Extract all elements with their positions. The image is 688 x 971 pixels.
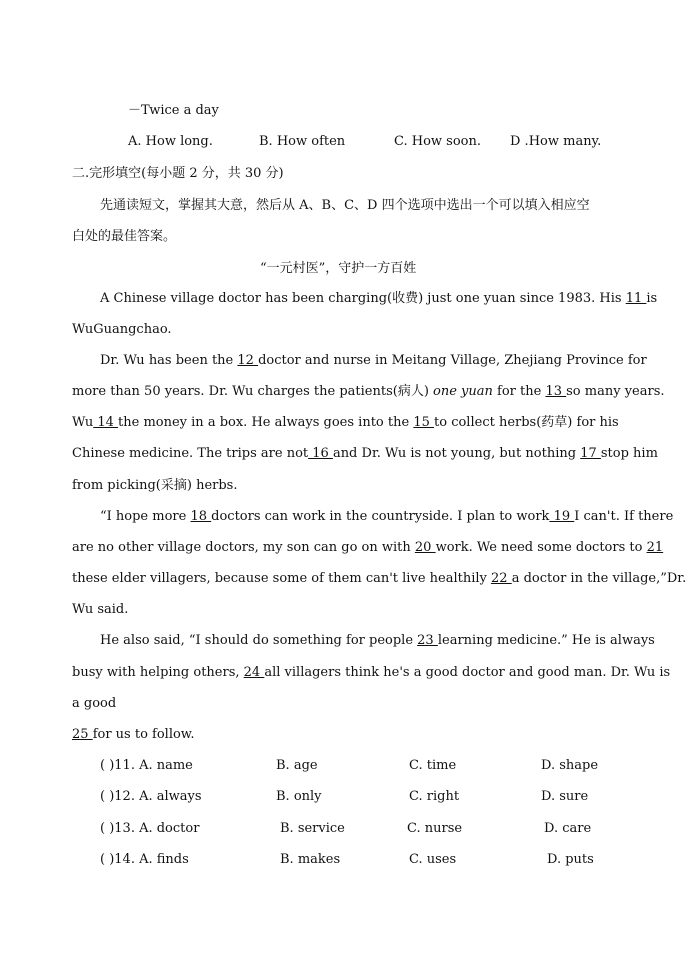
- passage-text: to collect herbs(药草) for his: [434, 415, 619, 430]
- passage-text: He also said, “I should do something for people: [100, 633, 418, 648]
- passage-line-1: [100, 290, 657, 308]
- passage-text: Wu: [72, 415, 94, 430]
- passage-title: “一元村医”，守护一方百姓: [260, 261, 417, 276]
- blank-21: 21: [646, 540, 664, 555]
- option-c: C. How soon.: [394, 134, 482, 149]
- passage-line-6: [72, 445, 658, 463]
- passage-text: learning medicine.” He is always: [437, 633, 655, 648]
- blank-14: 14: [93, 415, 119, 430]
- passage-text: work. We need some doctors to: [435, 540, 647, 555]
- blank-11: 11: [625, 291, 647, 306]
- question-13-option-d: D. care: [544, 821, 592, 836]
- passage-text: so many years.: [566, 384, 665, 399]
- passage-line-4: [72, 383, 665, 401]
- blank-16: 16: [308, 446, 333, 461]
- passage-text: I can't. If there: [574, 509, 674, 524]
- blank-12: 12: [237, 353, 259, 368]
- answer-line: －Twice a day: [128, 103, 219, 118]
- passage-text: are no other village doctors, my son can go on with: [72, 540, 415, 555]
- option-d: D .How many.: [510, 134, 602, 149]
- passage-text: these elder villagers, because some of them can't live healthily: [72, 571, 492, 586]
- question-12-stem: ( )12. A. always: [100, 789, 202, 804]
- passage-text: Chinese medicine. The trips are not: [72, 446, 309, 461]
- passage-text: and Dr. Wu is not young, but nothing: [332, 446, 581, 461]
- passage-text: doctor and nurse in Meitang Village, Zhejiang Province for: [258, 353, 647, 368]
- passage-text: busy with helping others,: [72, 665, 244, 680]
- blank-17: 17: [580, 446, 601, 461]
- blank-13: 13: [545, 384, 567, 399]
- passage-line-9: [72, 539, 663, 557]
- passage-italic: one yuan: [433, 384, 493, 399]
- passage-line-11: Wu said.: [72, 602, 129, 617]
- question-14-stem: ( )14. A. finds: [100, 852, 189, 867]
- passage-text: a doctor in the village,”Dr.: [511, 571, 687, 586]
- blank-22: 22: [491, 571, 512, 586]
- passage-line-12: [100, 632, 655, 650]
- question-13-stem: ( )13. A. doctor: [100, 821, 200, 836]
- passage-text: stop him: [600, 446, 658, 461]
- passage-line-5: [72, 414, 619, 432]
- passage-line-15: [72, 726, 195, 744]
- option-a: A. How long.: [128, 134, 213, 149]
- passage-line-3: [100, 352, 647, 370]
- question-14-option-b: B. makes: [280, 852, 341, 867]
- question-11-option-c: C. time: [409, 758, 457, 773]
- question-11-option-d: D. shape: [541, 758, 599, 773]
- passage-line-2: WuGuangchao.: [72, 322, 172, 337]
- passage-line-14: a good: [72, 696, 117, 711]
- passage-text: for us to follow.: [92, 727, 195, 742]
- passage-text: doctors can work in the countryside. I plan to work: [211, 509, 550, 524]
- blank-18: 18: [190, 509, 212, 524]
- passage-text: “I hope more: [100, 509, 191, 524]
- passage-line-8: [100, 508, 673, 526]
- passage-text: all villagers think he's a good doctor and good man. Dr. Wu is: [264, 665, 671, 680]
- question-13-option-b: B. service: [280, 821, 345, 836]
- question-12-option-b: B. only: [276, 789, 322, 804]
- blank-24: 24: [243, 665, 265, 680]
- passage-text: more than 50 years. Dr. Wu charges the patients(病人): [72, 384, 434, 399]
- blank-23: 23: [417, 633, 438, 648]
- passage-text: the money in a box. He always goes into the: [118, 415, 414, 430]
- question-14-option-c: C. uses: [409, 852, 457, 867]
- passage-text: for the: [492, 384, 546, 399]
- blank-15: 15: [413, 415, 435, 430]
- passage-line-13: [72, 664, 670, 682]
- blank-20: 20: [414, 540, 436, 555]
- passage-line-7: from picking(采摘) herbs.: [72, 478, 238, 493]
- passage-text: Dr. Wu has been the: [100, 353, 238, 368]
- option-b: B. How often: [259, 134, 346, 149]
- question-12-option-c: C. right: [409, 789, 460, 804]
- question-11-stem: ( )11. A. name: [100, 758, 193, 773]
- instruction-line-2: 白处的最佳答案。: [72, 229, 177, 244]
- question-14-option-d: D. puts: [547, 852, 594, 867]
- passage-text: A Chinese village doctor has been charging(收费) just one yuan since 1983. His: [100, 291, 626, 306]
- blank-19: 19: [549, 509, 575, 524]
- blank-25: 25: [72, 727, 93, 742]
- instruction-line-1: 先通读短文，掌握其大意，然后从 A、B、C、D 四个选项中选出一个可以填入相应空: [100, 198, 590, 213]
- passage-line-10: [72, 570, 686, 588]
- question-13-option-c: C. nurse: [407, 821, 463, 836]
- passage-text: is: [646, 291, 658, 306]
- section-heading: 二.完形填空(每小题 2 分，共 30 分): [72, 166, 284, 181]
- question-11-option-b: B. age: [276, 758, 318, 773]
- question-12-option-d: D. sure: [541, 789, 589, 804]
